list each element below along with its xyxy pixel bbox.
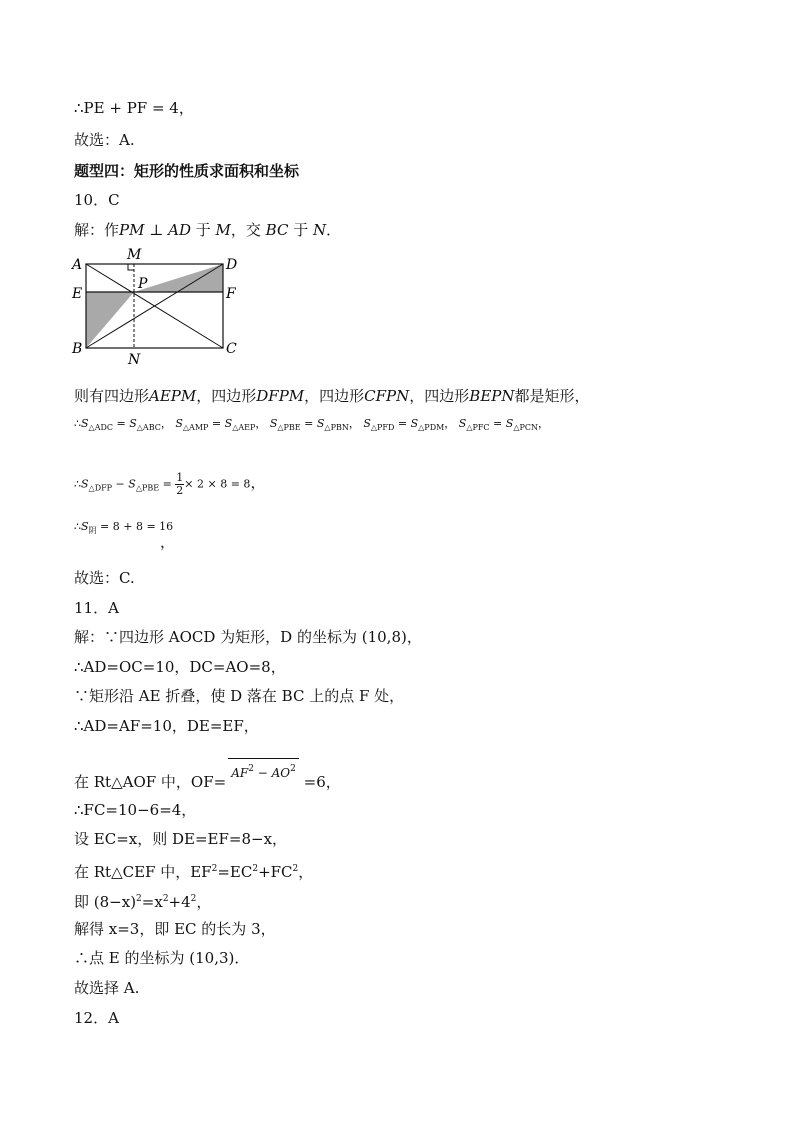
text: 在 Rt△AOF 中，OF= (74, 773, 227, 791)
sum: = 8 + 8 = 16 (96, 520, 174, 533)
text: 故选：A. (74, 131, 135, 149)
subscript: △PDM (418, 423, 445, 432)
label-n: N (128, 352, 141, 368)
superscript: 2 (162, 894, 169, 904)
comma: ， (537, 417, 549, 430)
area-symbol: S (175, 417, 183, 430)
question-10-answer (74, 190, 120, 210)
subscript: △PFD (370, 423, 395, 432)
text: ， (298, 863, 314, 881)
solution-10-line (74, 220, 341, 240)
area-symbol: S (128, 477, 136, 491)
equals: = (113, 417, 130, 430)
comma: ， (250, 473, 266, 492)
subscript: △PBE (277, 423, 301, 432)
shaded-area-line (74, 517, 173, 541)
text: ， (196, 893, 212, 911)
subscript: 阴 (88, 526, 97, 535)
solution-11-line-2 (74, 657, 286, 677)
text: 故选择 A. (74, 979, 140, 997)
superscript: 2 (290, 764, 296, 774)
text: 解：作 (74, 221, 120, 239)
solution-11-line-9 (74, 889, 211, 912)
subscript: △PBE (135, 483, 160, 493)
text: =6， (298, 773, 341, 791)
math: − AO (253, 766, 291, 780)
solution-11-line-6 (74, 800, 196, 820)
comma: ， (160, 533, 176, 551)
label-f: F (226, 286, 236, 302)
solution-11-line-8 (74, 859, 313, 882)
text: 解得 x=3，即 EC 的长为 3， (74, 920, 276, 938)
text: ，四边形 (409, 387, 470, 405)
solution-11-line-7 (74, 829, 287, 849)
solution-11-line-5 (74, 758, 341, 792)
label-b: B (72, 341, 83, 357)
text: 则有四边形 (74, 387, 150, 405)
equals: = (489, 417, 506, 430)
text: ∴AD=OC=10，DC=AO=8， (74, 658, 286, 676)
therefore-symbol: ∴ (74, 417, 81, 430)
line-choose-c (74, 568, 135, 588)
subscript: △PBN (324, 423, 349, 432)
solution-11-line-11 (74, 948, 249, 968)
text: ∴FC=10−6=4， (74, 801, 197, 819)
superscript: 2 (211, 864, 218, 874)
area-symbol: S (316, 417, 325, 430)
subscript: △ADC (88, 423, 114, 432)
subscript: △PFC (466, 423, 490, 432)
area-symbol: S (410, 417, 419, 430)
area-symbol: S (505, 417, 514, 430)
text: 于 (190, 221, 216, 239)
math: BC (265, 221, 289, 239)
text: 在 Rt△CEF 中，EF (74, 863, 212, 881)
equals: = (300, 417, 317, 430)
minus: − (112, 477, 129, 491)
rectangle-figure (60, 244, 250, 370)
area-symbol: S (81, 417, 89, 430)
comma: ， (160, 417, 172, 430)
text: ，四边形 (196, 387, 257, 405)
superscript: 2 (292, 864, 299, 874)
math: BEPN (469, 387, 515, 405)
therefore-symbol: ∴ (74, 520, 81, 533)
math: AF (231, 766, 249, 780)
text: 于 (288, 221, 313, 239)
solution-11-line-4 (74, 716, 259, 736)
text: ． (326, 221, 342, 239)
equals: = (208, 417, 225, 430)
math: PM (119, 221, 145, 239)
label-a: A (72, 257, 83, 273)
subscript: △DFP (88, 483, 113, 493)
area-symbol: S (269, 417, 278, 430)
text: ⊥ (144, 221, 169, 239)
text: 都是矩形， (514, 387, 590, 405)
subscript: △ABC (136, 423, 161, 432)
text: 设 EC=x，则 DE=EF=8−x， (74, 830, 288, 848)
square-root-expression (228, 758, 299, 783)
rectangles-line (74, 386, 590, 406)
product: × 2 × 8 = 8 (184, 477, 251, 491)
text: 10．C (74, 191, 120, 209)
line-choose-a (74, 130, 135, 150)
equals: = (159, 477, 176, 491)
text: +4 (168, 893, 191, 911)
subscript: △AEP (232, 423, 256, 432)
label-m: M (127, 247, 142, 263)
question-12-answer (74, 1008, 119, 1028)
text: ∴点 E 的坐标为 (10,3)． (74, 949, 250, 967)
text: =EC (217, 863, 253, 881)
superscript: 2 (248, 764, 254, 774)
equals: = (394, 417, 411, 430)
numerator: 1 (176, 471, 184, 484)
text: 12．A (74, 1009, 119, 1027)
area-symbol: S (81, 520, 89, 533)
math: CFPN (364, 387, 410, 405)
text: =x (141, 893, 163, 911)
area-equalities-line (74, 414, 549, 438)
text: ∴AD=AF=10，DE=EF， (74, 717, 259, 735)
line-pe-pf (74, 98, 194, 118)
comma: ， (348, 417, 360, 430)
label-d: D (226, 257, 238, 273)
question-11-answer (74, 598, 119, 618)
area-symbol: S (363, 417, 371, 430)
math: N (313, 221, 327, 239)
area-symbol: S (81, 477, 89, 491)
area-difference-line (74, 472, 265, 499)
text: ，四边形 (304, 387, 365, 405)
superscript: 2 (136, 894, 142, 904)
comma: ， (444, 417, 456, 430)
solution-11-line-12 (74, 978, 139, 998)
text: ，交 (230, 221, 266, 239)
math: AEPM (149, 387, 197, 405)
area-symbol: S (458, 417, 467, 430)
math: AD (168, 221, 191, 239)
subscript: △AMP (182, 423, 209, 432)
section-heading (74, 161, 299, 181)
therefore-symbol: ∴ (74, 477, 81, 491)
fraction-one-half (175, 472, 184, 497)
solution-11-line-3 (74, 686, 404, 706)
label-e: E (72, 286, 83, 302)
math: M (215, 221, 231, 239)
denominator: 2 (176, 484, 184, 497)
text: ∵矩形沿 AE 折叠，使 D 落在 BC 上的点 F 处， (74, 687, 405, 705)
text: 解：∵四边形 AOCD 为矩形，D 的坐标为 (10,8)， (74, 628, 422, 646)
math: DFPM (256, 387, 305, 405)
label-p: P (138, 276, 148, 292)
superscript: 2 (252, 864, 259, 874)
text: +FC (258, 863, 293, 881)
text: 11．A (74, 599, 119, 617)
text: 故选：C. (74, 569, 135, 587)
heading-text: 题型四：矩形的性质求面积和坐标 (74, 162, 300, 180)
area-symbol: S (129, 417, 137, 430)
text: 即 (8−x) (74, 893, 137, 911)
right-angle-mark (128, 264, 134, 270)
solution-11-line-1 (74, 627, 422, 647)
label-c: C (226, 341, 237, 357)
text: ∴PE + PF = 4， (74, 99, 194, 117)
area-symbol: S (224, 417, 233, 430)
shaded-area-comma (160, 532, 175, 552)
comma: ， (255, 417, 267, 430)
solution-11-line-10 (74, 919, 276, 939)
subscript: △PCN (513, 423, 538, 432)
shaded-triangle-pbe (86, 292, 134, 348)
superscript: 2 (190, 894, 197, 904)
